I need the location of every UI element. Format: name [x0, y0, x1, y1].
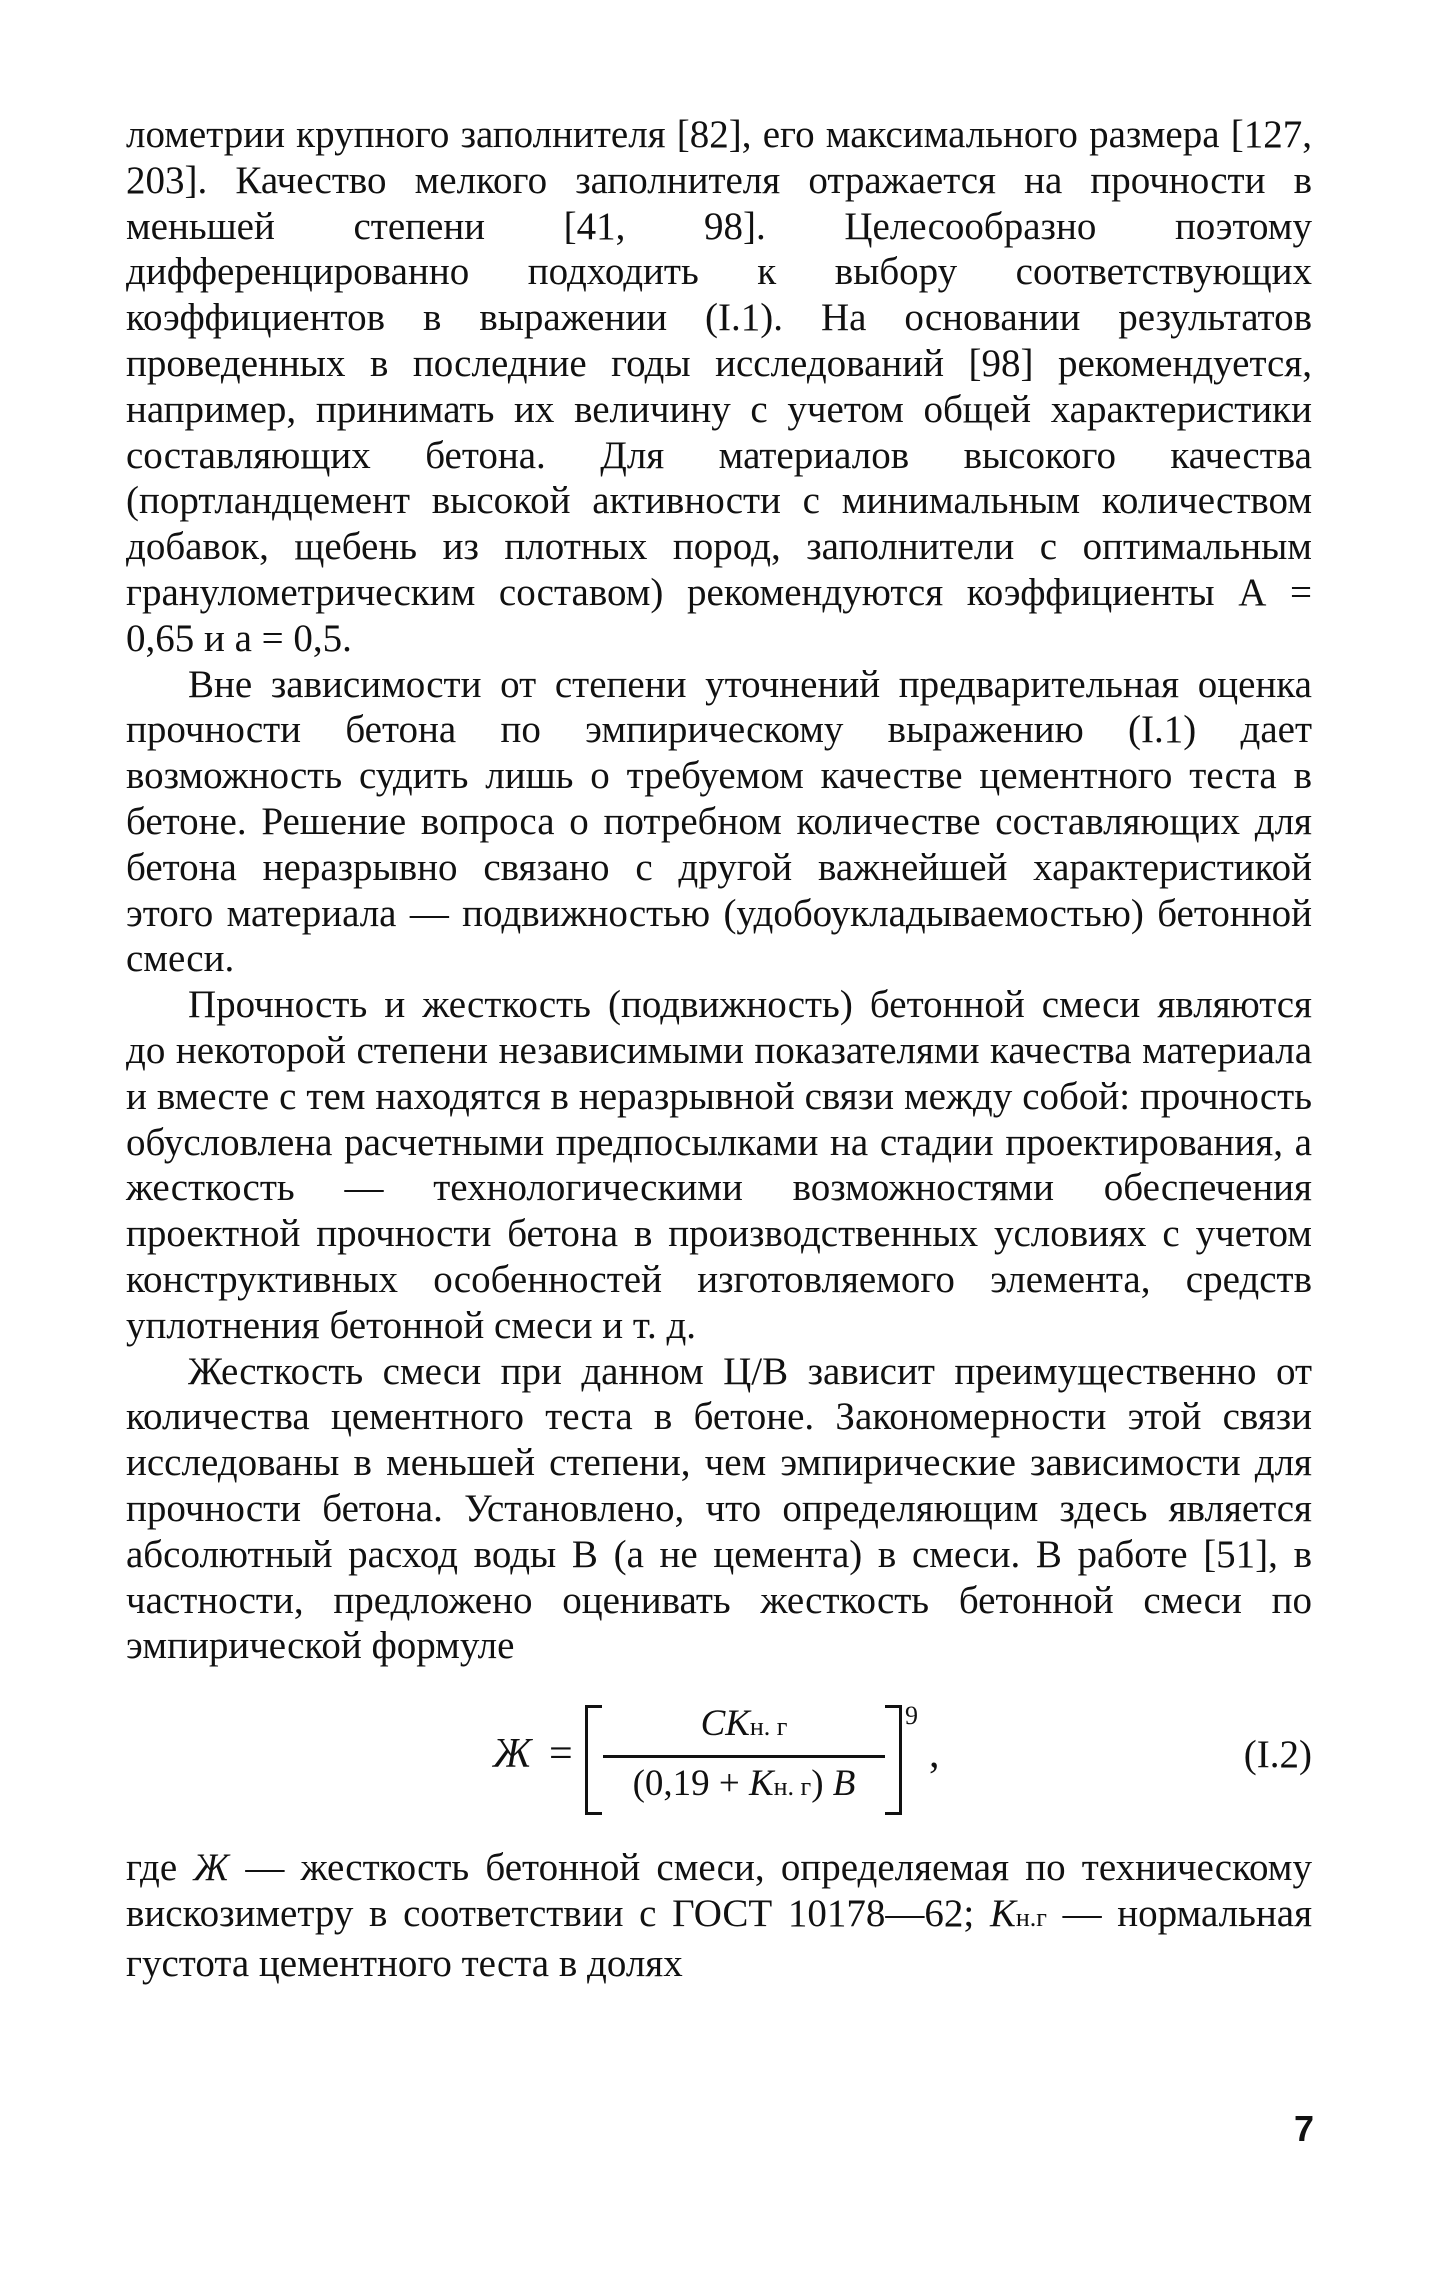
formula-numerator	[603, 1701, 885, 1750]
formula-exponent: 9	[905, 1701, 918, 1731]
final-start: где	[126, 1846, 194, 1890]
paragraph-3: Прочность и жесткость (подвижность) бетонной смеси являются до некоторой степени независимыми показателями качества материала и вместе с тем находятся в неразрывной связи между собой: прочность обусловлена расчетными предпосылками на стадии проектирования, а жесткость — технологическими возможностями обеспечения проектной прочности бетона в производственных условиях с учетом конструктивных особенностей изготовляемого элемента, средств уплотнения бетонной смеси и т. д.	[126, 983, 1312, 1347]
denominator-k: К	[749, 1763, 774, 1805]
final-end: — нормальная густота цементного теста в долях	[126, 1891, 1313, 1985]
final-middle: — жесткость бетонной смеси, определяемая по техническому вискозиметру в соответствии с ГОСТ 10178—62;	[126, 1846, 1312, 1935]
numerator-subscript: н. г	[749, 1712, 788, 1742]
denominator-var: В	[832, 1763, 856, 1805]
paragraph-5	[126, 1845, 1312, 1986]
page-number: 7	[1293, 2108, 1314, 2149]
paragraph-4: Жесткость смеси при данном Ц/В зависит преимущественно от количества цементного теста в бетоне. Закономерности этой связи исследованы в меньшей степени, чем эмпирические зависимости для прочности бетона. Установлено, что определяющим здесь является абсолютный расход воды В (а не цемента) в смеси. В работе [51], в частности, предложено оценивать жесткость бетонной смеси по эмпирической формуле	[126, 1349, 1312, 1668]
formula-denominator	[603, 1761, 885, 1810]
page-body	[126, 112, 1312, 1986]
formula-lhs: Ж	[493, 1731, 532, 1778]
fraction-bar	[603, 1755, 885, 1758]
formula-block	[126, 1699, 1312, 1817]
paragraph-1: лометрии крупного заполнителя [82], его максимального размера [127, 203]. Качество мелкого заполнителя отражается на прочности в меньшей степени [41, 98]. Целесообразно поэтому дифференцированно подходить к выбору соответствующих коэффициентов в выражении (I.1). На основании результатов проведенных в последние годы исследований [98] рекомендуется, например, принимать их величину с учетом общей характеристики составляющих бетона. Для материалов высокого качества (портландцемент высокой активности с минимальным количеством добавок, щебень из плотных пород, заполнители с оптимальным гранулометрическим составом) рекомендуются коэффициенты А = 0,65 и а = 0,5.	[126, 113, 1312, 660]
final-k: К	[989, 1891, 1016, 1935]
final-zh: Ж	[193, 1846, 230, 1890]
final-k-subscript: н.г	[1015, 1902, 1047, 1932]
denominator-open: (0,19 +	[632, 1763, 750, 1805]
left-bracket	[585, 1705, 602, 1815]
formula-equals: =	[549, 1731, 573, 1778]
right-bracket	[885, 1705, 902, 1815]
denominator-subscript: н. г	[773, 1772, 812, 1802]
formula-comma: ,	[929, 1731, 940, 1778]
equation-label: (I.2)	[1243, 1733, 1312, 1777]
formula	[493, 1699, 1053, 1817]
numerator-main: СК	[700, 1703, 750, 1745]
paragraph-2: Вне зависимости от степени уточнений предварительная оценка прочности бетона по эмпирическому выражению (I.1) дает возможность судить лишь о требуемом качестве цементного теста в бетоне. Решение вопроса о потребном количестве составляющих для бетона неразрывно связано с другой важнейшей характеристикой этого материала — подвижностью (удобоукладываемостью) бетонной смеси.	[126, 662, 1312, 981]
denominator-close: )	[811, 1763, 833, 1805]
